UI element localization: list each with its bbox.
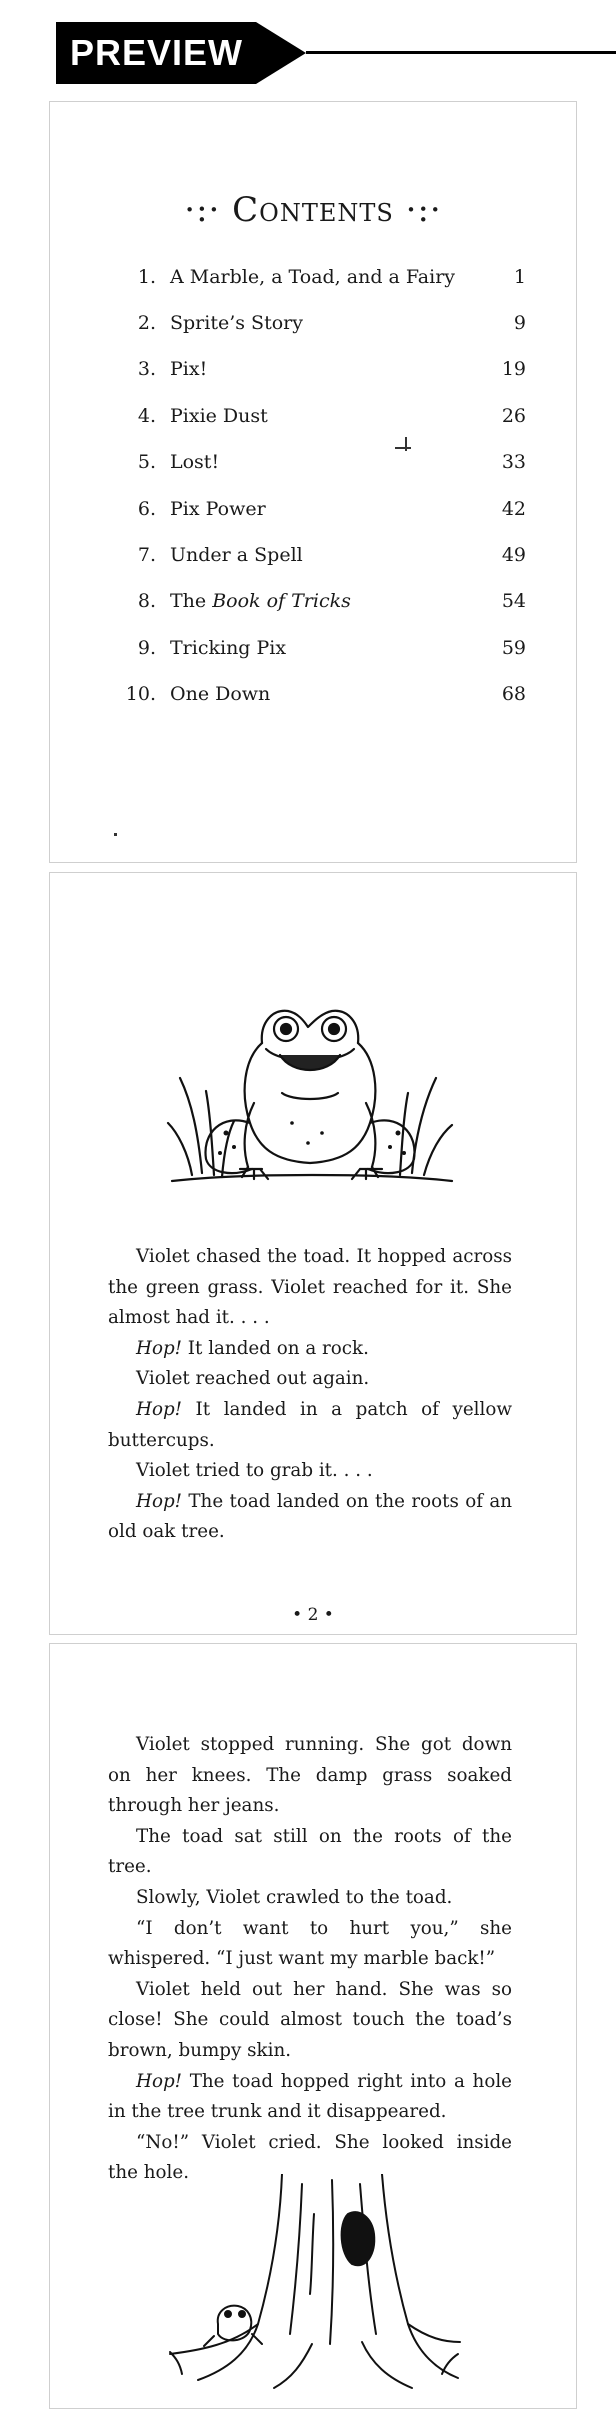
toc-number: 8. <box>137 590 156 612</box>
toc-number: 7. <box>137 544 156 566</box>
toc-label-prefix: The <box>170 590 213 612</box>
toc-page: 68 <box>501 683 526 705</box>
toc-label: Under a Spell <box>170 544 303 566</box>
paragraph <box>108 1456 512 1487</box>
story-page-3 <box>49 1643 577 2409</box>
preview-banner <box>56 22 616 84</box>
paragraph-text: “I don’t want to hurt you,” she whispered. “I just want my marble back!” <box>108 1917 512 1970</box>
toc-label-italic: Book of Tricks <box>212 590 351 612</box>
paragraph-italic: Hop! <box>136 1337 182 1359</box>
paragraph-text: Slowly, Violet crawled to the toad. <box>136 1886 453 1908</box>
paragraph <box>108 1730 512 1822</box>
toc-page: 1 <box>513 266 526 288</box>
toc-item[interactable] <box>50 590 578 620</box>
paragraph <box>108 1364 512 1395</box>
toc-label: One Down <box>170 683 271 705</box>
toc-number: 2. <box>137 312 156 334</box>
tree-trunk-illustration <box>162 2174 462 2394</box>
toc-item[interactable] <box>50 498 578 528</box>
toc-page: 19 <box>501 358 526 380</box>
story-page-2 <box>49 872 577 1635</box>
toc-item[interactable] <box>50 266 578 296</box>
toc-number: 3. <box>137 358 156 380</box>
paragraph <box>108 1822 512 1883</box>
scan-speck <box>114 833 117 836</box>
paragraph-text: It landed in a patch of yellow buttercups. <box>108 1398 512 1451</box>
paragraph-text: The toad hopped right into a hole in the tree trunk and it disappeared. <box>108 2070 512 2123</box>
toc-number: 4. <box>137 405 156 427</box>
toc-label: Tricking Pix <box>170 637 287 659</box>
toc-page: 49 <box>501 544 526 566</box>
toc-page: 59 <box>501 637 526 659</box>
paragraph-text: Violet chased the toad. It hopped across the green grass. Violet reached for it. She almost had it. . . . <box>108 1246 512 1329</box>
toc-label: A Marble, a Toad, and a Fairy <box>170 266 456 288</box>
scan-speck <box>395 447 411 449</box>
toc-page: 26 <box>501 405 526 427</box>
paragraph <box>108 1975 512 2067</box>
paragraph <box>108 2067 512 2128</box>
toc-item[interactable] <box>50 312 578 342</box>
toc-number: 9. <box>137 637 156 659</box>
toc-number: 10. <box>125 683 156 705</box>
toc-item[interactable] <box>50 637 578 667</box>
toc-label: Pix Power <box>170 498 266 520</box>
scan-speck <box>405 437 407 451</box>
paragraph <box>108 1242 512 1334</box>
toc-page: 9 <box>513 312 526 334</box>
toc-label <box>170 590 351 612</box>
paragraph-text: Violet stopped running. She got down on her knees. The damp grass soaked through her jeans. <box>108 1734 512 1817</box>
contents-title: ·:· Contents ·:· <box>184 190 442 230</box>
paragraph-italic: Hop! <box>136 1398 182 1420</box>
toc-item[interactable] <box>50 544 578 574</box>
story-text <box>108 1242 512 1548</box>
toc-item[interactable] <box>50 451 578 481</box>
toc-number: 5. <box>137 451 156 473</box>
toc-number: 1. <box>137 266 156 288</box>
paragraph-text: Violet held out her hand. She was so close! She could almost touch the toad’s brown, bumpy skin. <box>108 1978 512 2061</box>
paragraph <box>108 1334 512 1365</box>
toc-page: 54 <box>501 590 526 612</box>
paragraph-text: “No!” Violet cried. She looked inside the hole. <box>108 2131 512 2184</box>
toc-label: Pix! <box>170 358 208 380</box>
toc-item[interactable] <box>50 405 578 435</box>
toc-item[interactable] <box>50 683 578 713</box>
paragraph <box>108 1914 512 1975</box>
paragraph-text: Violet reached out again. <box>136 1368 370 1390</box>
story-text <box>108 1730 512 2189</box>
toc-page: 33 <box>501 451 526 473</box>
paragraph <box>108 1883 512 1914</box>
toc-number: 6. <box>137 498 156 520</box>
paragraph-italic: Hop! <box>136 1490 182 1512</box>
toc-item[interactable] <box>50 358 578 388</box>
paragraph-text: Violet tried to grab it. . . . <box>136 1460 373 1482</box>
toc-label: Lost! <box>170 451 220 473</box>
paragraph-text: The toad sat still on the roots of the tree. <box>108 1825 512 1878</box>
paragraph-text: The toad landed on the roots of an old oak tree. <box>108 1490 512 1543</box>
toad-illustration <box>162 983 462 1193</box>
page-number: • 2 • <box>292 1605 334 1625</box>
contents-page <box>49 101 577 863</box>
paragraph <box>108 1487 512 1548</box>
paragraph-italic: Hop! <box>136 2070 182 2092</box>
paragraph <box>108 1395 512 1456</box>
toc-page: 42 <box>501 498 526 520</box>
toc-label: Sprite’s Story <box>170 312 303 334</box>
toc-label: Pixie Dust <box>170 405 268 427</box>
banner-rule <box>306 51 616 54</box>
preview-label: PREVIEW <box>70 32 244 73</box>
paragraph-text: It landed on a rock. <box>182 1337 369 1359</box>
